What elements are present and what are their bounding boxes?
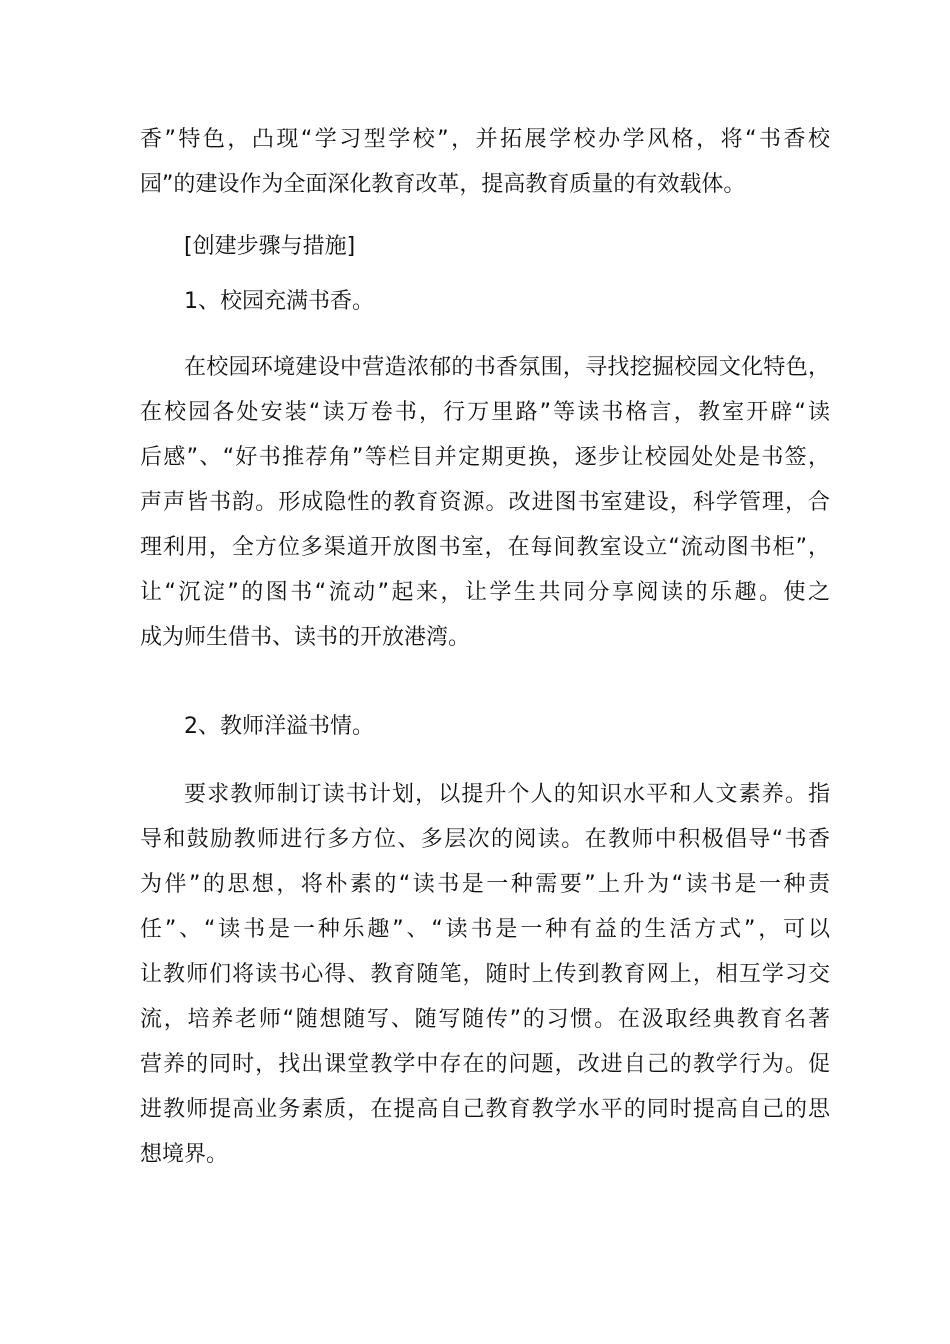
intro-paragraph xyxy=(140,117,830,207)
item1-line: 声声皆书韵。形成隐性的教育资源。改进图书室建设，科学管理，合 xyxy=(140,490,830,515)
intro-line: 香”特色，凸现“学习型学校”，并拓展学校办学风格，将“书香校 xyxy=(140,127,830,152)
item1-line: 理利用，全方位多渠道开放图书室，在每间教室设立“流动图书柜”， xyxy=(140,535,830,560)
item1-line: 后感”、“好书推荐角”等栏目并定期更换，逐步让校园处处是书签， xyxy=(140,445,830,470)
item2-line: 导和鼓励教师进行多方位、多层次的阅读。在教师中积极倡导“书香 xyxy=(140,827,830,852)
item2-title: 2、教师洋溢书情。 xyxy=(184,714,374,739)
item1-line: 成为师生借书、读书的开放港湾。 xyxy=(140,625,471,650)
item2-line: 进教师提高业务素质，在提高自己教育教学水平的同时提高自己的思 xyxy=(140,1097,830,1122)
item2-paragraph xyxy=(140,772,830,1177)
section-heading: [创建步骤与措施] xyxy=(184,234,356,259)
item2-line: 任”、“读书是一种乐趣”、“读书是一种有益的生活方式”，可以 xyxy=(140,917,830,942)
item1-paragraph xyxy=(140,345,830,660)
item1-line: 在校园环境建设中营造浓郁的书香氛围，寻找挖掘校园文化特色， xyxy=(184,355,830,380)
item2-line: 营养的同时，找出课堂教学中存在的问题，改进自己的教学行为。促 xyxy=(140,1052,830,1077)
item2-line: 为伴”的思想，将朴素的“读书是一种需要”上升为“读书是一种责 xyxy=(140,872,830,897)
intro-line: 园”的建设作为全面深化教育改革，提高教育质量的有效载体。 xyxy=(140,172,746,197)
item2-line: 想境界。 xyxy=(140,1142,229,1167)
item2-line: 让教师们将读书心得、教育随笔，随时上传到教育网上，相互学习交 xyxy=(140,962,830,987)
item1-title: 1、校园充满书香。 xyxy=(184,289,374,314)
item1-line: 在校园各处安装“读万卷书，行万里路”等读书格言，教室开辟“读 xyxy=(140,400,830,425)
item2-line: 流，培养老师“随想随写、随写随传”的习惯。在汲取经典教育名著 xyxy=(140,1007,830,1032)
item2-line: 要求教师制订读书计划，以提升个人的知识水平和人文素养。指 xyxy=(184,782,830,807)
item1-line: 让“沉淀”的图书“流动”起来，让学生共同分享阅读的乐趣。使之 xyxy=(140,580,830,605)
